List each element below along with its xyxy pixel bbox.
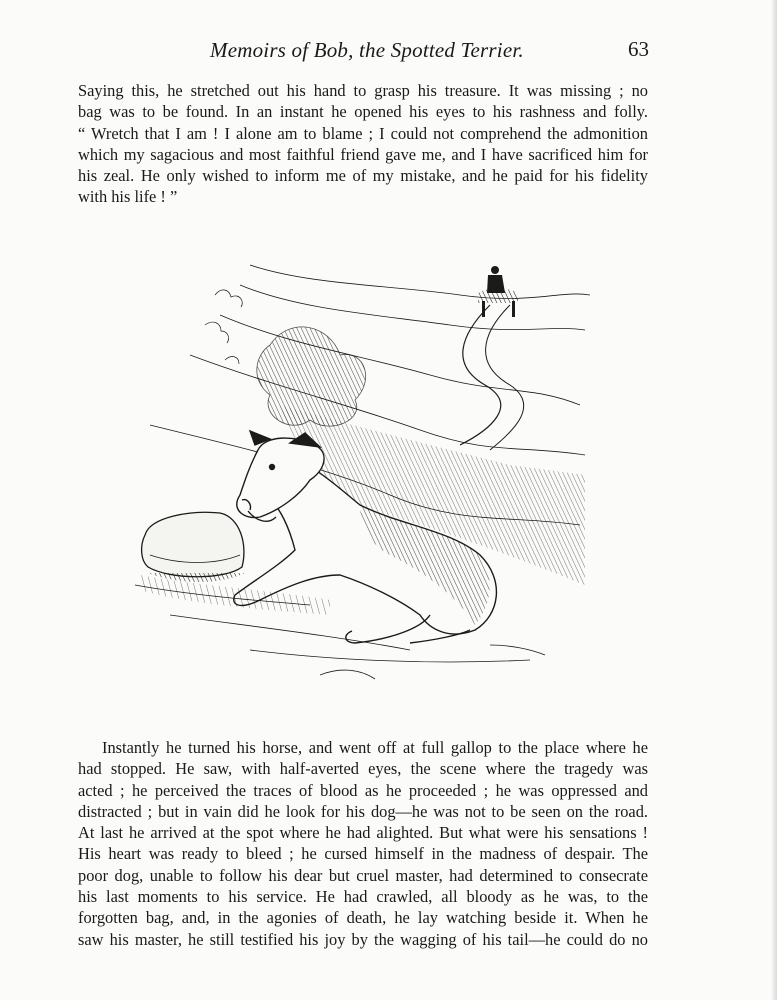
text-line: with his life ! ” — [78, 187, 178, 207]
text-line: poor dog, unable to follow his dear but cruel master, had determined to consecrate — [78, 865, 648, 885]
text-line: bag was to be found. In an instant he opened his eyes to his rashness and folly. — [78, 102, 648, 122]
running-head — [0, 38, 777, 68]
winding-road — [460, 305, 501, 445]
text-line: had stopped. He saw, with half-averted eyes, the scene where the tragedy was — [78, 759, 648, 779]
text-line: distracted ; but in vain did he look for his dog—he was not to be seen on the road. — [78, 801, 648, 821]
money-bag — [142, 512, 245, 582]
text-line: Saying this, he stretched out his hand to grasp his treasure. It was missing ; no — [78, 81, 648, 100]
text-line: his zeal. He only wished to inform me of my mistake, and he paid for his fidelity — [78, 166, 648, 186]
text-line: which my sagacious and most faithful friend gave me, and I have sacrificed him for — [78, 144, 648, 164]
page-edge-shadow — [771, 0, 777, 1000]
text-line: saw his master, he still testified his joy by the wagging of his tail—he could do no — [78, 929, 648, 949]
text-line: acted ; he perceived the traces of blood as he proceeded ; he was oppressed and — [78, 780, 648, 800]
engraving-illustration — [130, 255, 590, 695]
text-line: At last he arrived at the spot where he had alighted. But what were his sensations ! — [78, 823, 648, 843]
bush — [257, 327, 366, 426]
text-line: “ Wretch that I am ! I alone am to blame ; I could not comprehend the admonition — [78, 123, 648, 143]
text-line: forgotten bag, and, in the agonies of death, he lay watching beside it. When he — [78, 908, 648, 928]
text-line: his last moments to his service. He had crawled, all bloody as he was, to the — [78, 887, 648, 907]
distant-rider — [478, 266, 518, 317]
page-number: 63 — [628, 37, 649, 61]
running-title: Memoirs of Bob, the Spotted Terrier. — [210, 38, 524, 62]
paragraph-bottom — [78, 737, 648, 950]
text-line: His heart was ready to bleed ; he cursed himself in the madness of despair. The — [78, 844, 648, 864]
foliage-outline — [205, 290, 242, 364]
paragraph-top — [78, 80, 648, 208]
text-line: Instantly he turned his horse, and went off at full gallop to the place where he — [102, 738, 648, 757]
